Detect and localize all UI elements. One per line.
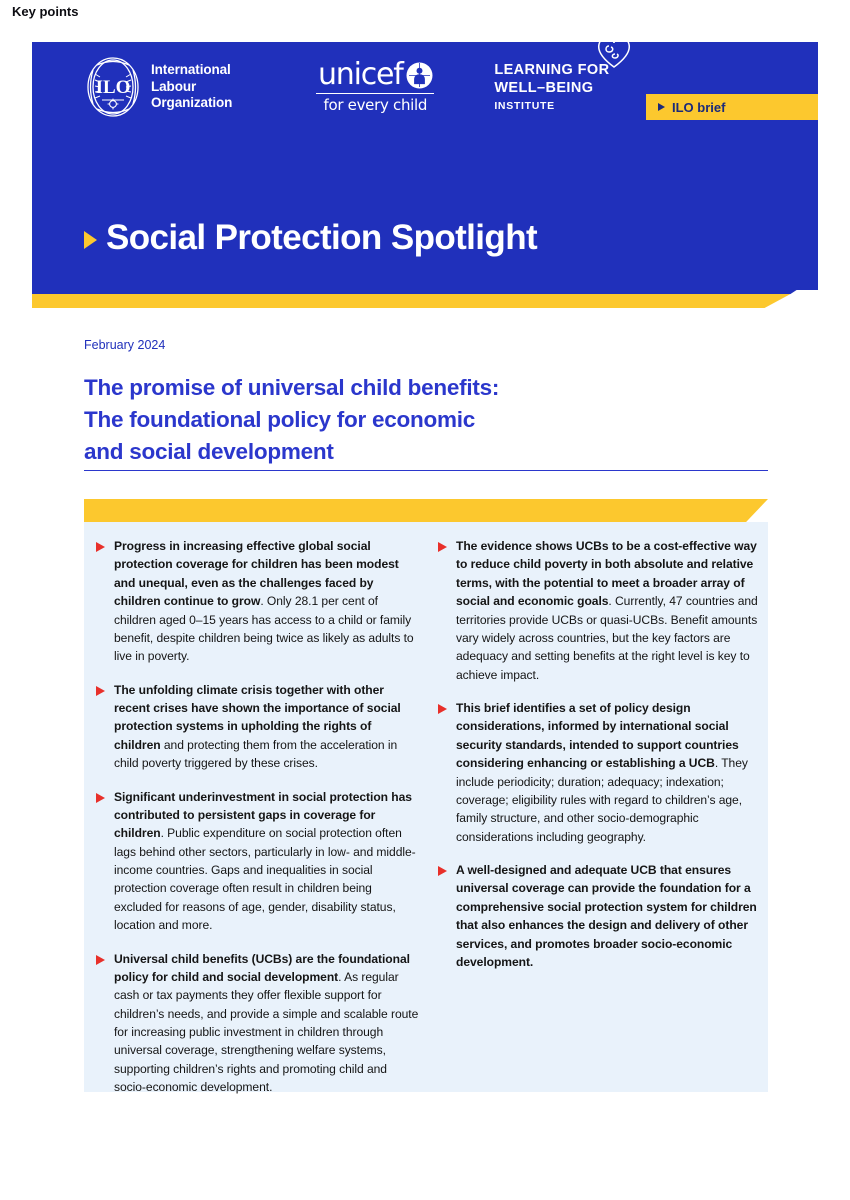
triangle-right-icon xyxy=(96,955,105,965)
key-point-item xyxy=(438,537,762,684)
title-divider xyxy=(84,470,768,471)
spotlight-title-block xyxy=(84,218,537,258)
key-point-item xyxy=(438,861,762,971)
lwb-logo-line2: WELL–BEING xyxy=(494,80,594,96)
key-point-lead: A well-designed and adequate UCB that ensures universal coverage can provide the foundation for a comprehensive social protection system for children that also enhances the design and delivery of other services, and promotes broader socio-economic development. xyxy=(456,863,757,969)
triangle-right-icon xyxy=(96,542,105,552)
lwb-logo-line3: INSTITUTE xyxy=(494,99,555,112)
triangle-right-icon xyxy=(438,542,447,552)
key-points-left-column xyxy=(96,537,420,1095)
key-point-lead: The evidence shows UCBs to be a cost-effective way to reduce child poverty in both absolute and relative terms, with the potential to meet a broader array of social and economic goals xyxy=(456,539,757,609)
key-point-item xyxy=(96,537,420,666)
key-point-detail: . Currently, 47 countries and territories provide UCBs or quasi-UCBs. Benefit amounts vary widely across countries, but the key factors are adequacy and setting benefits at the right level is key to achieve impact. xyxy=(456,594,758,682)
key-point-text xyxy=(456,699,762,846)
lwb-logo xyxy=(494,62,609,111)
key-point-text xyxy=(114,537,420,666)
unicef-tagline: for every child xyxy=(323,96,428,114)
ilo-logo-text xyxy=(151,62,232,111)
key-point-item xyxy=(96,950,420,1097)
triangle-right-icon xyxy=(438,704,447,714)
header-banner-notch xyxy=(32,276,818,294)
key-points-right-column xyxy=(438,537,762,1080)
lwb-logo-line1: LEARNING FOR xyxy=(494,62,610,79)
page-title-line: The foundational policy for economic xyxy=(84,406,476,432)
header-yellow-strip xyxy=(32,294,818,308)
key-point-lead: This brief identifies a set of policy design considerations, informed by international social security standards, intended to support countries considering enhancing or establishing a UCB xyxy=(456,701,739,771)
ilo-logo-line1: International xyxy=(151,62,231,78)
key-points-box xyxy=(84,522,768,1095)
ilo-seal-icon xyxy=(84,56,142,118)
triangle-right-icon xyxy=(96,686,105,696)
ilo-brief-tag xyxy=(646,94,818,120)
key-points-header-band xyxy=(84,499,768,522)
key-point-text xyxy=(114,950,420,1097)
page-title-line: The promise of universal child benefits: xyxy=(84,375,500,400)
key-point-item xyxy=(438,699,762,846)
ilo-brief-tag-label: ILO brief xyxy=(672,99,726,115)
key-point-item xyxy=(96,681,420,773)
spotlight-title: Social Protection Spotlight xyxy=(106,218,538,257)
key-point-lead: Universal child benefits (UCBs) are the foundational policy for child and social development xyxy=(114,951,410,984)
key-point-lead: The unfolding climate crisis together with other recent crises have shown the importance of social protection systems in upholding the rights of children xyxy=(114,682,401,752)
triangle-right-icon xyxy=(658,103,665,111)
key-point-detail: . They include periodicity; duration; adequacy; indexation; coverage; eligibility rules with regard to children’s age, family structure, and other socio-demographic considerations including geography. xyxy=(456,756,748,844)
triangle-right-icon xyxy=(438,866,447,876)
unicef-globe-icon xyxy=(406,62,433,89)
key-point-lead: Progress in increasing effective global social protection coverage for children has been modest and unequal, even as the challenges faced by children continue to grow xyxy=(114,539,399,609)
key-point-detail: and protecting them from the acceleration in child poverty triggered by these crises. xyxy=(114,737,398,771)
heart-swirl-icon xyxy=(593,30,635,70)
page-title-line: and social development xyxy=(84,438,334,464)
logo-row xyxy=(48,48,609,126)
key-points-heading: Key points xyxy=(12,3,79,19)
ilo-logo-line2: Labour xyxy=(151,78,197,94)
triangle-right-icon xyxy=(84,231,97,249)
key-point-lead: Significant underinvestment in social protection has contributed to persistent gaps in coverage for children xyxy=(114,789,412,841)
key-point-text xyxy=(114,681,420,773)
ilo-logo-line3: Organization xyxy=(151,95,233,111)
unicef-wordmark: unicef xyxy=(317,57,403,92)
unicef-divider xyxy=(316,93,434,94)
triangle-right-icon xyxy=(96,793,105,803)
key-point-detail: . Public expenditure on social protection often lags behind other sectors, particularly in low- and middle-income countries. Gaps and inequalities in social protection coverage often result in children being excluded for reasons of age, gender, disability status, location and more. xyxy=(114,826,416,933)
ilo-logo xyxy=(84,56,232,118)
key-point-text xyxy=(456,861,762,971)
key-point-text xyxy=(456,537,762,684)
unicef-logo xyxy=(316,57,434,114)
page-title xyxy=(84,372,704,468)
key-point-item xyxy=(96,788,420,935)
key-point-text xyxy=(114,788,420,935)
key-point-detail: . Only 28.1 per cent of children aged 0–15 years has access to a child or family benefit, despite children being twice as likely as adults to live in poverty. xyxy=(114,594,414,664)
svg-text:ILO: ILO xyxy=(95,77,131,98)
publication-date: February 2024 xyxy=(84,338,166,352)
key-point-detail: . As regular cash or tax payments they offer flexible support for children’s needs, and provide a simple and scalable route for increasing public investment in children through universal coverage, strengthening welfare systems, supporting children’s rights and promoting child and socio-economic development. xyxy=(114,969,419,1095)
